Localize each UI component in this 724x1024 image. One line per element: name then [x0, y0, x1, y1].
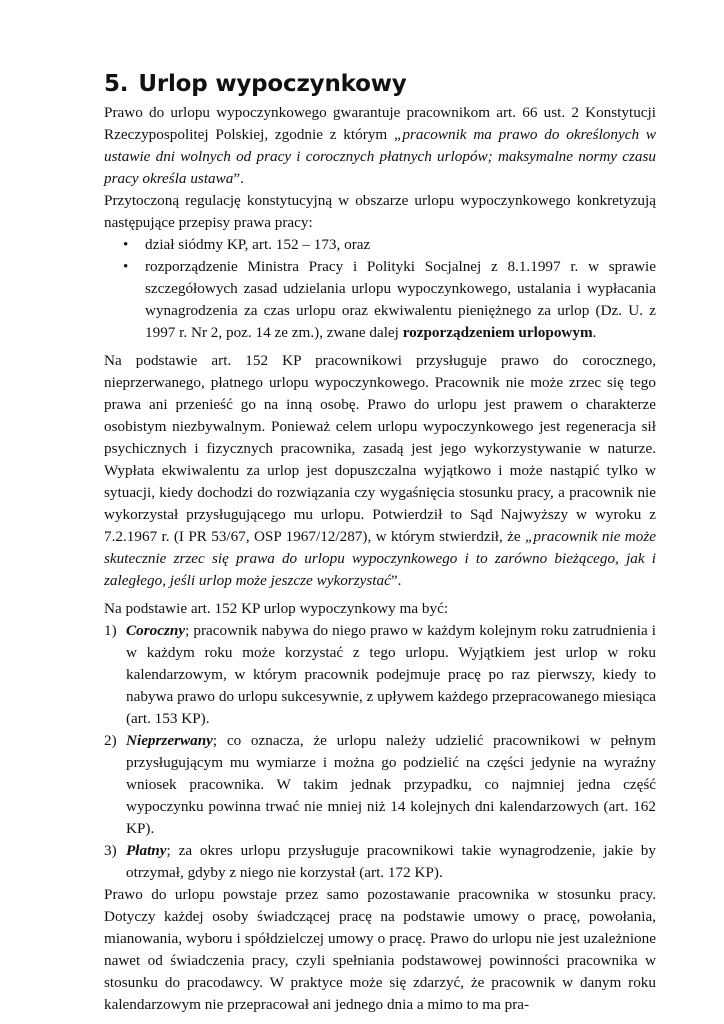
- section-heading: [104, 66, 656, 102]
- paragraph-regulations-intro: Przytoczoną regulację konstytucyjną w obszarze urlopu wypoczynkowego konkretyzują następujące przepisy prawa pracy:: [104, 192, 656, 231]
- quote-end: ”.: [390, 572, 402, 589]
- section-number: 5.: [104, 71, 129, 97]
- quote-end: ”.: [233, 170, 244, 187]
- paragraph-text: Prawo do urlopu wypoczynkowego gwarantuje pracownikom art. 66 ust. 2 Konstytucji Rzeczypospolitej Polskiej, zgodnie z którym: [104, 104, 656, 143]
- paragraph-leave-properties-intro: Na podstawie art. 152 KP urlop wypoczynkowy ma być:: [104, 600, 449, 617]
- paragraph-constitution: [104, 102, 656, 190]
- court-quote: „pracownik nie może skutecznie zrzec się prawa do urlopu wypoczynkowego i to zarówno bieżącego, jak i zaległego, jeśli urlop może jeszcze wykorzystać: [104, 528, 656, 589]
- list-item: • rozporządzenie Ministra Pracy i Polityki Socjalnej z 8.1.1997 r. w sprawie szczegółowych zasad udzielania urlopu wypoczynkowego, ustalania i wypłacania wynagrodzenia za czas urlopu oraz ekwiwalentu pieniężnego za urlop (Dz. U. z 1997 r. Nr 2, poz. 14 ze zm.), zwane dalej rozporządzeniem urlopowym.: [104, 256, 656, 344]
- constitution-quote: „pracownik ma prawo do określonych w ustawie dni wolnych od pracy i corocznych płatnych urlopów; maksymalne normy czasu pracy określa ustawa: [104, 126, 656, 187]
- list-item: • dział siódmy KP, art. 152 – 173, oraz: [104, 234, 656, 256]
- list-item: 1) Coroczny; pracownik nabywa do niego prawo w każdym kolejnym roku zatrudnienia i w każdym roku może korzystać z tego urlopu. Wyjątkiem jest urlop w roku kalendarzowym, w którym pracownik podejmuje pracę po raz pierwszy, kiedy to nabywa prawo do urlopu sukcesywnie, z upływem każdego przepracowanego miesiąca (art. 153 KP).: [104, 622, 656, 727]
- paragraph-right-to-leave: [104, 350, 656, 592]
- section-title: Urlop wypoczynkowy: [138, 71, 407, 97]
- defined-term: rozporządzeniem urlopowym: [402, 324, 593, 341]
- list-item: 3) Płatny; za okres urlopu przysługuje pracownikowi takie wynagrodzenie, jakie by otrzymał, gdyby z niego nie korzystał (art. 172 KP).: [104, 842, 656, 881]
- document-page: [104, 66, 656, 1016]
- list-item: 2) Nieprzerwany; co oznacza, że urlopu należy udzielić pracownikowi w pełnym przysługującym mu wymiarze i można go podzielić na części jedynie na wyraźny wniosek pracownika. W takim jednak przypadku, co najmniej jedna część wypoczynku powinna trwać nie mniej niż 14 kolejnych dni kalendarzowych (art. 162 KP).: [104, 732, 656, 837]
- paragraph-text: Na podstawie art. 152 KP pracownikowi przysługuje prawo do corocznego, nieprzerwanego, płatnego urlopu wypoczynkowego. Pracownik nie może zrzec się tego prawa ani przenieść go na inną osobę. Prawo do urlopu jest prawem o charakterze osobistym niezbywalnym. Ponieważ celem urlopu wypoczynkowego jest regeneracja sił psychicznych i fizycznych pracownika, zasadą jest jego wykorzystywanie w naturze. Wypłata ekwiwalentu za urlop jest dopuszczalna wyjątkowo i może nastąpić tylko w sytuacji, kiedy dochodzi do rozwiązania czy wygaśnięcia stosunku pracy, a pracownik nie wykorzystał przysługującego mu urlopu. Potwierdził to Sąd Najwyższy w wyroku z 7.2.1967 r. (I PR 53/67, OSP 1967/12/287), w którym stwierdził, że: [104, 352, 656, 545]
- regulations-list: [104, 234, 656, 344]
- leave-properties-list: [104, 620, 656, 884]
- paragraph-employment-relation: Prawo do urlopu powstaje przez samo pozostawanie pracownika w stosunku pracy. Dotyczy każdej osoby świadczącej pracę na podstawie umowy o pracę, powołania, mianowania, wyboru i spółdzielczej umowy o pracę. Prawo do urlopu nie jest uzależnione nawet od świadczenia pracy, czyli spełniania podstawowej powinności pracownika w stosunku do pracodawcy. W praktyce może się zdarzyć, że pracownik w danym roku kalendarzowym nie przepracował ani jednego dnia a mimo to ma pra-: [104, 886, 656, 1013]
